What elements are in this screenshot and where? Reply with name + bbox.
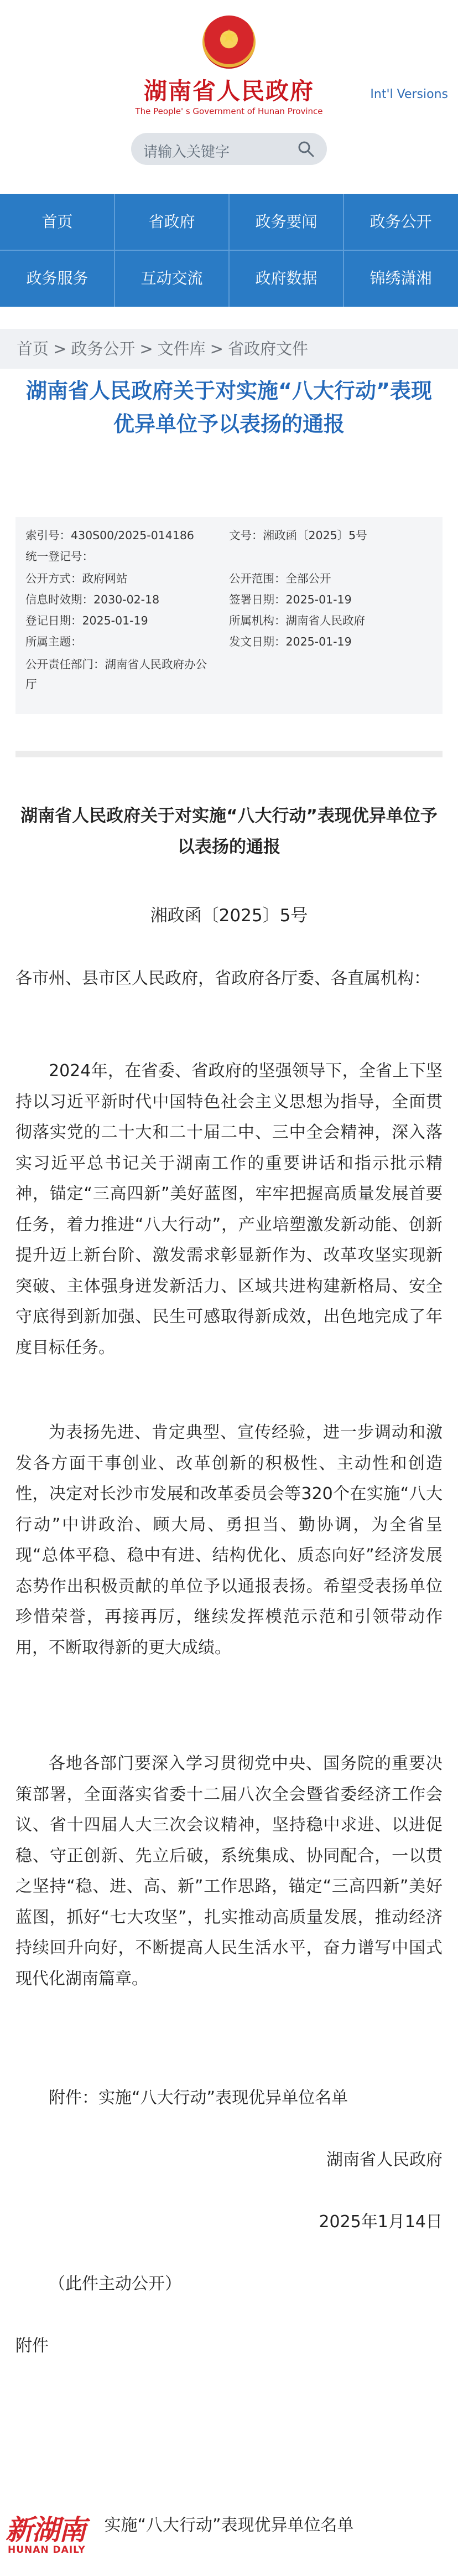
body-paragraph: 各地各部门要深入学习贯彻党中央、国务院的重要决策部署，全面落实省委十二届八次全会暨省委经济工作会议、省十四届人大三次会议精神，坚持稳中求进、以进促稳、守正创新、先立后破，系统集成、协同配合，一以贯之坚持“稳、进、高、新”工作思路，锚定“三高四新”美好蓝图，抓好“七大攻坚”，扎实推动高质量发展，推动经济持续回升向好，不断提高人民生活水平，奋力谱写中国式现代化湖南篇章。 [15, 1754, 443, 1989]
nav-item-home[interactable]: 首页 [41, 213, 73, 231]
page-title: 湖南省人民政府关于对实施“八大行动”表现优异单位予以表扬的通报 [26, 379, 432, 436]
attachment-label: 附件 [15, 2336, 49, 2356]
meta-disclosure-method: 公开方式：政府网站 [25, 572, 128, 585]
breadcrumb-separator: > [210, 339, 223, 358]
breadcrumb [0, 329, 458, 369]
body-paragraph: 为表扬先进、肯定典型、宣传经验，进一步调动和激发各方面干事创业、改革创新的积极性、主动性和创造性，决定对长沙市发展和改革委员会等320个在实施“八大行动”中讲政治、顾大局、勇担当、勤协调，为全省呈现“总体平稳、稳中有进、结构优化、质态向好”经济发展态势作出积极贡献的单位予以通报表扬。希望受表扬单位珍惜荣誉，再接再厉，继续发挥模范示范和引领带动作用，不断取得新的更大成绩。 [15, 1423, 443, 1658]
intl-versions-link[interactable]: Int'l Versions [370, 87, 448, 101]
search-placeholder: 请输入关键字 [143, 144, 230, 161]
meta-index: 索引号：430S00/2025-014186 [25, 529, 194, 542]
search-icon[interactable] [297, 140, 315, 158]
signer: 湖南省人民政府 [326, 2150, 443, 2170]
site-title[interactable]: 湖南省人民政府 [143, 78, 314, 105]
nav-item-disclosure[interactable]: 政务公开 [369, 213, 432, 231]
breadcrumb-current[interactable]: 省政府文件 [227, 339, 308, 358]
body-paragraph: 2024年，在省委、省政府的坚强领导下，全省上下坚持以习近平新时代中国特色社会主义思想为指导，全面贯彻落实党的二十大和二十届二中、三中全会精神，深入落实习近平总书记关于湖南工作的重要讲话和指示批示精神，锚定“三高四新”美好蓝图，牢牢把握高质量发展首要任务，着力推进“八大行动”，产业培塑激发新动能、创新提升迈上新台阶、激发需求彰显新作为、改革攻坚实现新突破、主体强身迸发新活力、区域共进构建新格局、安全守底得到新加强、民生可感取得新成效，出色地完成了年度目标任务。 [15, 1061, 443, 1357]
meta-valid-until: 信息时效期：2030-02-18 [25, 593, 160, 606]
breadcrumb-separator: > [53, 339, 67, 358]
meta-doc-no: 文号：湘政函〔2025〕5号 [229, 529, 367, 542]
hunan-daily-logo [0, 2497, 94, 2576]
site-header [0, 0, 458, 191]
body-title: 湖南省人民政府关于对实施“八大行动”表现优异单位予以表扬的通报 [20, 806, 438, 857]
meta-disclosure-scope: 公开范围：全部公开 [229, 572, 331, 585]
sign-date: 2025年1月14日 [319, 2212, 443, 2232]
public-note: （此件主动公开） [49, 2274, 181, 2294]
breadcrumb-home[interactable]: 首页 [17, 339, 49, 358]
nav-item-government[interactable]: 省政府 [148, 213, 195, 231]
nav-item-scenery[interactable]: 锦绣潇湘 [369, 269, 432, 287]
body-doc-number: 湘政函〔2025〕5号 [150, 906, 308, 926]
breadcrumb-library[interactable]: 文件库 [157, 339, 206, 358]
search-box[interactable] [131, 133, 327, 165]
hunan-daily-logo-cn: 新湖南 [6, 2514, 85, 2546]
meta-credit-code: 统一登记号： [25, 550, 93, 563]
site-subtitle: The People' s Government of Hunan Province [135, 106, 323, 116]
meta-responsible: 公开责任部门：湖南省人民政府办公厅 [25, 658, 207, 691]
nav-item-data[interactable]: 政府数据 [255, 269, 318, 287]
nav-divider [228, 194, 230, 307]
section-divider [15, 751, 443, 757]
nav-item-interaction[interactable]: 互动交流 [140, 269, 203, 287]
document-meta [15, 517, 443, 714]
salutation: 各市州、县市区人民政府，省政府各厅委、各直属机构： [15, 969, 430, 988]
meta-topic: 所属主题： [25, 635, 82, 648]
attachment-note[interactable]: 附件：实施“八大行动”表现优异单位名单 [49, 2088, 348, 2108]
breadcrumb-separator: > [139, 339, 153, 358]
nav-item-news[interactable]: 政务要闻 [255, 213, 318, 231]
meta-owner: 所属机构：湖南省人民政府 [229, 614, 365, 627]
nav-divider [114, 194, 115, 307]
hunan-daily-logo-en: HUNAN DAILY [8, 2544, 86, 2556]
main-nav [0, 194, 458, 307]
attachment-title: 实施“八大行动”表现优异单位名单 [104, 2516, 354, 2535]
nav-divider [343, 194, 344, 307]
nav-item-services[interactable]: 政务服务 [26, 269, 89, 287]
meta-register-date: 登记日期：2025-01-19 [25, 614, 148, 627]
breadcrumb-disclosure[interactable]: 政务公开 [71, 339, 136, 358]
meta-issue-date: 签署日期：2025-01-19 [229, 593, 352, 606]
meta-publish-date: 发文日期：2025-01-19 [229, 635, 352, 648]
national-emblem-icon: ★ [202, 16, 256, 69]
